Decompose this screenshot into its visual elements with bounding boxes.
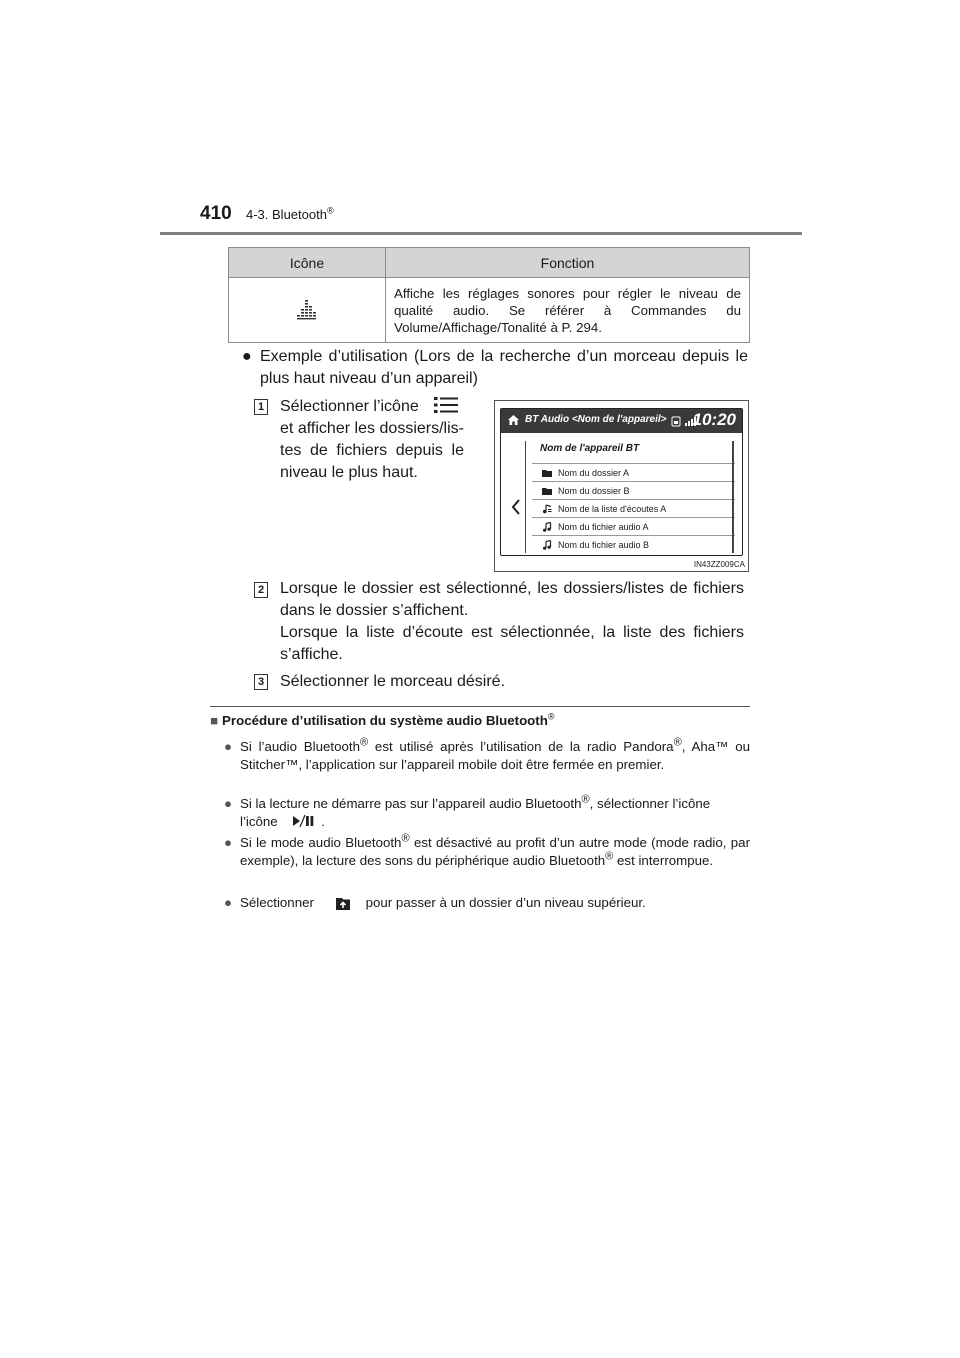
table-header-row [229,248,750,278]
screen-clock: 10:20 [692,410,736,429]
note-text: Si l’audio Bluetooth® est utilisé après l’utilisation de la radio Pandora®, Aha™ ou Stitcher™, l’application sur l’appareil mobile doit être fermée en premier. [240,736,750,772]
note-item [224,738,750,774]
list-scrollbar[interactable] [732,441,734,553]
head-unit-screen [500,408,743,556]
list-item-label: Nom du fichier audio B [558,540,650,550]
step-3-text: Sélectionner le morceau désiré. [280,673,506,690]
registered-mark: ® [326,205,334,216]
table-function-cell: Affiche les réglages sonores pour régler le niveau de qualité audio. Se référer à Commandes du Volume/Affichage/Tonalité à P. 294. [386,278,750,343]
notes-heading [210,713,555,728]
note-item [224,834,750,870]
list-item-label: Nom du dossier B [558,486,630,496]
list-item[interactable] [532,463,735,482]
table-icon-cell [229,278,386,343]
step-number-3: 3 [254,674,268,690]
note-text: Si le mode audio Bluetooth® est désactivé au profit d’un autre mode (mode radio, par exemple), la lecture des sons du périphérique audio Bluetooth® est interrompue. [240,832,750,868]
note-text: Sélectionner pour passer à un dossier d’un niveau supérieur. [240,895,646,910]
back-arrow-icon[interactable] [511,499,521,515]
device-name: Nom de l'appareil BT [540,443,640,454]
note-text-icone: l’icône [240,814,278,829]
step-2-line-1: Lorsque le dossier est sélectionné, les dossiers/listes de fichiers dans le dossier s’affichent. [280,580,744,619]
image-code: IN43ZZ009CA [693,560,745,569]
list-item[interactable] [532,481,735,500]
bullet-dot: ● [224,796,233,811]
page-number: 410 [200,203,232,224]
list-item[interactable] [532,517,735,536]
bullet-dot: ● [224,835,233,850]
music-note-icon [542,540,552,550]
notes-heading-text: Procédure d’utilisation du système audio Bluetooth [222,713,548,728]
screen-title: BT Audio <Nom de l'appareil> [525,414,667,425]
step-number-2: 2 [254,582,268,598]
screen-illustration [494,400,749,572]
registered-mark: ® [547,711,555,722]
equalizer-icon [295,298,319,320]
folder-icon [542,469,552,477]
step-2-line-2: Lorsque la liste d’écoute est sélectionnée, la liste des fichiers s’affiche. [280,624,744,663]
section-title [246,207,334,222]
folder-up-icon [334,895,352,911]
header-rule [160,232,802,235]
playlist-icon [542,504,552,514]
list-item[interactable] [532,535,735,554]
play-pause-icon [291,814,317,828]
column-header-icon: Icône [229,248,386,278]
browse-list-panel [525,441,736,553]
example-text: Exemple d’utilisation (Lors de la recherche d’un morceau depuis le plus haut niveau d’un appareil) [260,348,748,387]
list-item-label: Nom du dossier A [558,468,630,478]
step-number-1: 1 [254,399,268,415]
notes-marker: ■ [210,713,219,728]
table-row [229,278,750,343]
list-icon [433,396,459,414]
bullet-dot: ● [224,739,233,754]
note-item [224,894,750,912]
section-title-text: 4-3. Bluetooth [246,207,327,222]
step-1-text-before: Sélectionner l’icône [280,398,419,415]
list-item-label: Nom du fichier audio A [558,522,649,532]
example-bullet [242,346,748,390]
notes-divider [210,706,750,707]
step-2-text [280,578,744,666]
icon-function-table [228,247,750,343]
bullet-dot: ● [242,348,252,365]
note-item [224,795,750,831]
home-icon[interactable] [507,414,520,426]
note-text: Si la lecture ne démarre pas sur l’appareil audio Bluetooth®, sélectionner l’icône l’icône . [240,793,711,829]
music-note-icon [542,522,552,532]
folder-icon [542,487,552,495]
list-item-label: Nom de la liste d'écoutes A [558,504,667,514]
step-1-text-after: et afficher les dossiers/lis-tes de fichiers depuis le niveau le plus haut. [280,420,464,481]
step-1-text [280,396,464,484]
column-header-function: Fonction [386,248,750,278]
bullet-dot: ● [224,895,233,910]
list-item[interactable] [532,499,735,518]
screen-header [501,409,742,433]
